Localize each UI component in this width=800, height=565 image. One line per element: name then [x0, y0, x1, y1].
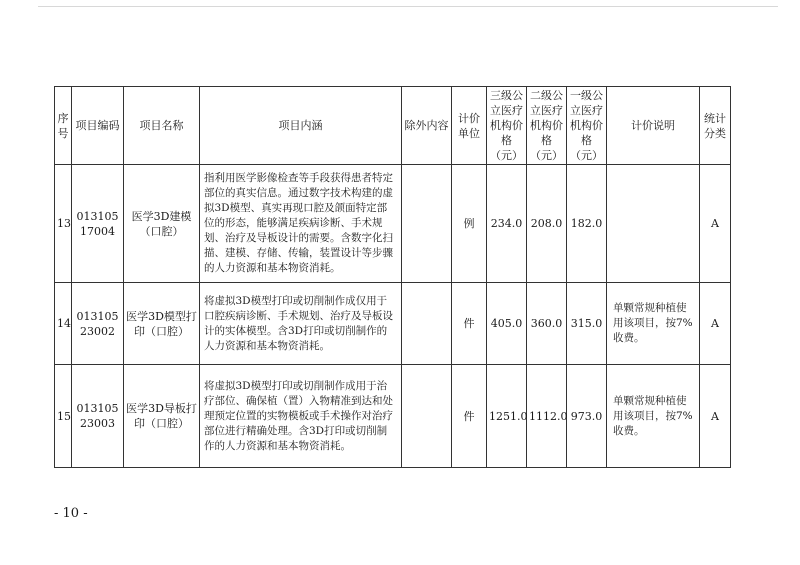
header-unit: 计价单位: [452, 87, 487, 165]
cell-excluded: [402, 165, 452, 283]
cell-name: 医学3D模型打印（口腔）: [124, 283, 200, 365]
cell-price-level3: 405.0: [487, 283, 527, 365]
cell-seq: 14: [55, 283, 72, 365]
header-excluded: 除外内容: [402, 87, 452, 165]
table-row: [55, 283, 731, 365]
header-price-level1: 一级公立医疗机构价格（元）: [567, 87, 607, 165]
cell-stat: A: [700, 283, 731, 365]
cell-stat: A: [700, 365, 731, 468]
cell-stat: A: [700, 165, 731, 283]
page-top-rule: [38, 6, 778, 7]
header-stat: 统计分类: [700, 87, 731, 165]
cell-code: [72, 165, 124, 283]
table-header-row: [55, 87, 731, 165]
cell-price-level3: 1251.0: [487, 365, 527, 468]
cell-seq: 13: [55, 165, 72, 283]
cell-price-level1: 973.0: [567, 365, 607, 468]
cell-price-level3: 234.0: [487, 165, 527, 283]
header-seq: 序号: [55, 87, 72, 165]
cell-content: 将虚拟3D模型打印或切削制作成用于治疗部位、确保植（置）入物精准到达和处理预定位置的实物模板或手术操作对治疗部位进行精确处理。含3D打印或切削制作的人力资源和基本物资消耗。: [200, 365, 402, 468]
cell-note: [607, 165, 700, 283]
table-row: [55, 165, 731, 283]
header-name: 项目名称: [124, 87, 200, 165]
cell-excluded: [402, 283, 452, 365]
cell-code: [72, 365, 124, 468]
cell-price-level2: 360.0: [527, 283, 567, 365]
fee-table: [54, 86, 731, 468]
header-code: 项目编码: [72, 87, 124, 165]
code-text: 01310523003: [76, 402, 119, 430]
cell-price-level2: 1112.0: [527, 365, 567, 468]
cell-price-level1: 182.0: [567, 165, 607, 283]
cell-note: 单颗常规种植使用该项目，按7%收费。: [607, 283, 700, 365]
code-text: 01310523002: [76, 309, 119, 338]
header-note: 计价说明: [607, 87, 700, 165]
cell-note: 单颗常规种植使用该项目，按7%收费。: [607, 365, 700, 468]
cell-unit: 例: [452, 165, 487, 283]
header-price-level3: 三级公立医疗机构价格（元）: [487, 87, 527, 165]
table-row: [55, 365, 731, 468]
cell-name: 医学3D建模（口腔）: [124, 165, 200, 283]
cell-unit: 件: [452, 365, 487, 468]
header-price-level2: 二级公立医疗机构价格（元）: [527, 87, 567, 165]
cell-price-level1: 315.0: [567, 283, 607, 365]
code-text: 01310517004: [76, 209, 119, 238]
header-content: 项目内涵: [200, 87, 402, 165]
cell-name: 医学3D导板打印（口腔）: [124, 365, 200, 468]
cell-excluded: [402, 365, 452, 468]
cell-seq: 15: [55, 365, 72, 468]
cell-content: 指利用医学影像检查等手段获得患者特定部位的真实信息。通过数字技术构建的虚拟3D模型、真实再现口腔及颌面特定部位的形态，能够满足疾病诊断、手术规划、治疗及导板设计的需要。含数字化扫描、建模、存储、传输，装置设计等步骤的人力资源和基本物资消耗。: [200, 165, 402, 283]
cell-content: 将虚拟3D模型打印或切削制作成仅用于口腔疾病诊断、手术规划、治疗及导板设计的实体模型。含3D打印或切削制作的人力资源和基本物资消耗。: [200, 283, 402, 365]
cell-code: [72, 283, 124, 365]
page-number: - 10 -: [54, 506, 88, 521]
cell-unit: 件: [452, 283, 487, 365]
cell-price-level2: 208.0: [527, 165, 567, 283]
